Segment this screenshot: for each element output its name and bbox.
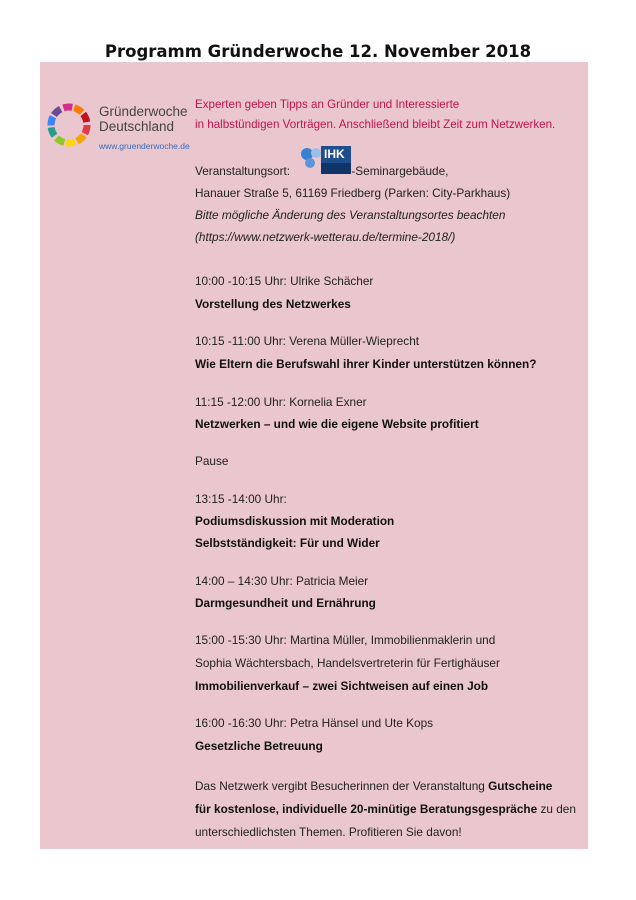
schedule-pause: Pause xyxy=(195,454,229,468)
closing-line1-b: Gutscheine xyxy=(488,779,553,793)
logo-url: www.gruenderwoche.de xyxy=(99,141,190,151)
schedule-time: 16:00 -16:30 Uhr: Petra Hänsel und Ute Kops xyxy=(195,716,434,730)
ihk-circles-icon xyxy=(300,146,322,170)
gruenderwoche-ring-icon xyxy=(44,100,94,150)
schedule-topic: Netzwerken – und wie die eigene Website profitiert xyxy=(195,417,479,431)
intro-line2: in halbstündigen Vorträgen. Anschließend bleibt Zeit zum Netzwerken. xyxy=(195,118,556,131)
intro-text xyxy=(195,95,555,135)
venue-url: (https://www.netzwerk-wetterau.de/termine-2018/) xyxy=(195,230,456,244)
schedule-topic: Immobilienverkauf – zwei Sichtweisen auf einen Job xyxy=(195,679,489,693)
venue-note: Bitte mögliche Änderung des Veranstaltungsortes beachten xyxy=(195,208,506,222)
venue-suffix: -Seminargebäude, xyxy=(351,164,449,178)
closing-line2-b: zu den xyxy=(537,802,576,816)
schedule-topic: Vorstellung des Netzwerkes xyxy=(195,297,351,311)
ihk-logo-text: IHK xyxy=(324,147,345,161)
schedule-topic-2: Selbstständigkeit: Für und Wider xyxy=(195,536,380,550)
schedule-time-2: Sophia Wächtersbach, Handelsvertreterin für Fertighäuser xyxy=(195,656,500,670)
schedule-topic: Gesetzliche Betreuung xyxy=(195,739,323,753)
schedule-time: 10:00 -10:15 Uhr: Ulrike Schächer xyxy=(195,274,374,288)
schedule-time: 14:00 – 14:30 Uhr: Patricia Meier xyxy=(195,574,369,588)
logo-name-line1: Gründerwoche xyxy=(99,104,188,119)
schedule-time: 11:15 -12:00 Uhr: Kornelia Exner xyxy=(195,395,367,409)
ihk-logo xyxy=(300,146,360,174)
logo-name xyxy=(99,104,188,134)
schedule-topic: Podiumsdiskussion mit Moderation xyxy=(195,514,395,528)
closing-line3: unterschiedlichsten Themen. Profitieren Sie davon! xyxy=(195,825,462,839)
closing-line2-a: für kostenlose, individuelle 20-minütige Beratungsgespräche xyxy=(195,802,538,816)
venue-line xyxy=(195,147,449,178)
gruenderwoche-logo xyxy=(44,100,190,158)
schedule-time: 13:15 -14:00 Uhr: xyxy=(195,492,287,506)
schedule-topic: Darmgesundheit und Ernährung xyxy=(195,596,376,610)
closing-line1 xyxy=(195,775,576,798)
venue-address: Hanauer Straße 5, 61169 Friedberg (Parken: City-Parkhaus) xyxy=(195,186,511,200)
schedule-time: 10:15 -11:00 Uhr: Verena Müller-Wieprecht xyxy=(195,334,420,348)
logo-name-line2: Deutschland xyxy=(99,119,175,134)
closing-line1-a: Das Netzwerk vergibt Besucherinnen der Veranstaltung xyxy=(195,779,489,793)
program-panel xyxy=(40,62,588,849)
closing-line2 xyxy=(195,798,576,821)
schedule-time: 15:00 -15:30 Uhr: Martina Müller, Immobilienmaklerin und xyxy=(195,633,496,647)
schedule-topic: Wie Eltern die Berufswahl ihrer Kinder unterstützen können? xyxy=(195,357,537,371)
intro-line1: Experten geben Tipps an Gründer und Interessierte xyxy=(195,98,460,111)
page-title: Programm Gründerwoche 12. November 2018 xyxy=(104,42,532,61)
closing-text xyxy=(195,775,576,844)
venue-label: Veranstaltungsort: xyxy=(195,164,291,178)
